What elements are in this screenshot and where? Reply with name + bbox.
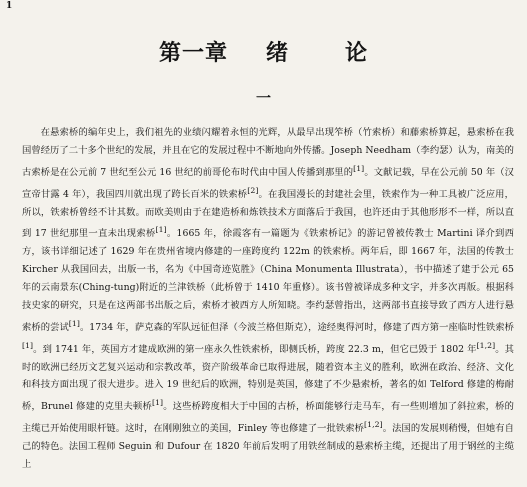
text-run: 。1665 年，徐霞客有一篇题为《铁索桥记》的游记曾被传教士 Martini 译介到西方，该书详细记述了 1629 年在贵州省境内修建的一座跨度约 122m 的铁索桥。两年后，即 1667 年，法国的传教士 Kircher 从我国回去，出版一书，名为《中国奇迹览胜》（China Monumenta Illustrata），书中描述了建于公元 65 年的云南景东(Ching-tung)附近的兰津铁桥（此桥曾于 1410 年重修）。该书曾被译成多种文字，并多次再版。根据科技史家的研究，只是在这两部书出版之后，索桥才被西方人所知晓。李约瑟曾指出，这两部书直接导致了西方人进行悬索桥的尝试 [22,228,514,333]
text-run: 。1734 年，萨克森的军队远征但泽（今波兰格但斯克），途经奥得河时，修建了西方第一座临时性铁索桥 [79,321,514,333]
text-run: 。文献记载，早在公元前 50 年（汉宣帝甘露 4 年），我国四川就出现了跨长百米的铁索桥 [22,166,514,200]
citation-ref: [1] [353,163,365,173]
body-paragraph [22,124,514,487]
text-run: 。法国的发展则稍慢，但她有自己的特色。法国工程师 Seguin 和 Dufour 在 1820 年前后发明了用铁丝制成的悬索桥主缆，还提出了用于钢丝的主缆上 [22,423,514,470]
text-run: 在悬索桥的编年史上，我们祖先的业绩闪耀着永恒的光辉，从最早出现笮桥（竹索桥）和藤索桥算起，悬索桥在我国曾经历了二十多个世纪的发展，并且在它的发展过程中不断地向外传播。Joseph Needham（李约瑟）认为，南美的古索桥是在公元前 7 世纪至公元 16 世纪的前哥伦布时代由中国人传播到那里的 [22,127,514,178]
citation-ref: [1] [68,318,80,328]
chapter-number: 第一章 [158,41,228,66]
section-number: 一 [255,89,271,107]
citation-ref: [1] [155,225,167,235]
text-run: 。其时的欧洲已经历文艺复兴运动和宗教改革，资产阶级革命已取得进展，随着资本主义的胜利，欧洲在政治、经济、文化和科技方面出现了很大进步。进入 19 世纪后的欧洲，特别是英国，修建了不少悬索桥，著名的如 Telford 修建的梅耐桥，Brunel 修建的克里夫顿桥 [22,343,514,413]
citation-ref: [1,2] [476,340,496,350]
chapter-title-char-1: 绪 [265,41,289,66]
citation-ref: [2] [247,185,259,195]
text-run: 。在我国漫长的封建社会里，铁索作为一种工具被广泛应用，所以，铁索桥曾经不计其数。而欧美则由于在建造桥和炼铁技术方面落后于我国，也许还由于其他形形不一样，所以直到 17 世纪那里一直未出现索桥 [22,188,514,240]
citation-ref: [1,2] [364,420,383,430]
corner-mark: 1 [6,1,13,11]
citation-ref: [1] [152,398,164,408]
text-run: 。这些桥跨度相大于中国的古桥，桥面能够行走马车，有一些则增加了斜拉索，桥的主缆已开始使用眼杆链。这时，在刚刚独立的美国，Finley 等也修建了一批铁索桥 [22,401,514,435]
chapter-title-char-2: 论 [345,41,369,66]
citation-ref: [1] [22,340,34,350]
text-run: 。到 1741 年，英国方才建成欧洲的第一座永久性铁索桥，即侧氏桥，跨度 22.3 m，但它已毁于 1802 年 [33,343,477,355]
chapter-title [0,36,527,67]
